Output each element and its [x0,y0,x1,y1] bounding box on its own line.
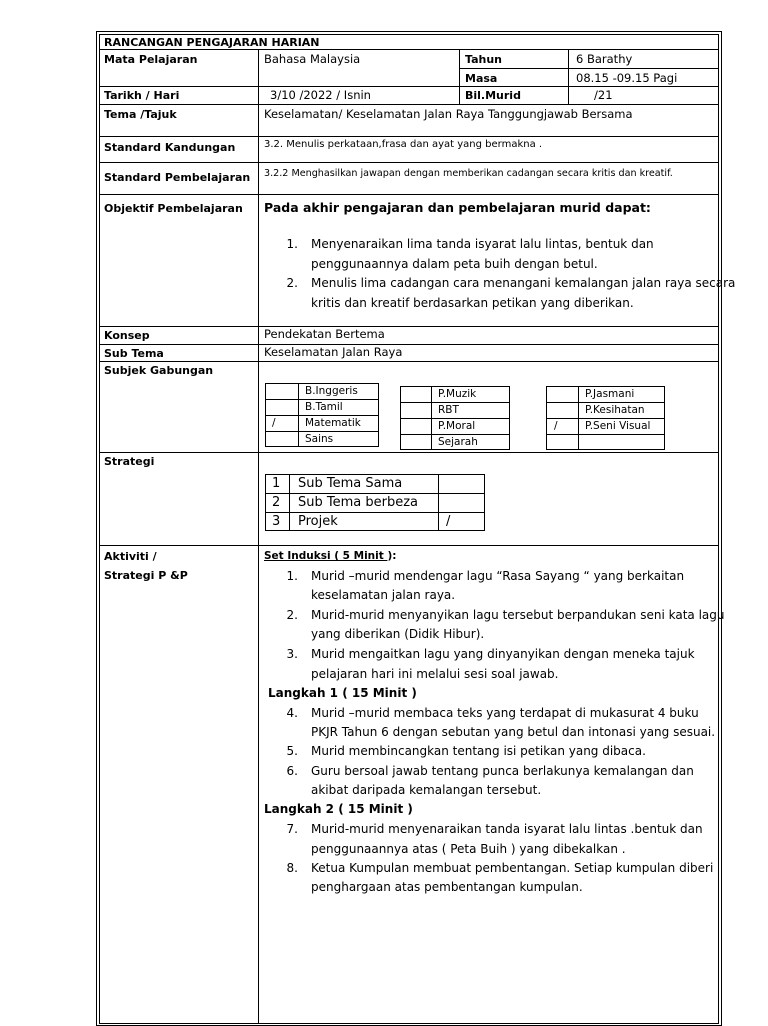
activity-line: akibat daripada kemalangan tersebut. [311,783,542,797]
subjek-name: Matematik [305,417,361,429]
activity-line: Murid-murid menyanyikan lagu tersebut berpandukan seni kata lagu [311,608,725,622]
row-line [99,344,719,345]
masa-value: 08.15 -09.15 Pagi [576,71,678,85]
activity-line: yang diberikan (Didik Hibur). [311,627,485,641]
subjek-name: P.Moral [438,420,476,432]
row-line [99,194,719,195]
activity-num: 3. [286,647,298,661]
tahun-label: Tahun [465,53,503,66]
sub-tema-label: Sub Tema [104,347,164,360]
document-title: RANCANGAN PENGAJARAN HARIAN [104,36,320,49]
tahun-value: 6 Barathy [576,52,633,66]
activity-num: 8. [286,861,298,875]
objektif-line: kritis dan kreatif berdasarkan petikan yang diberikan. [311,296,634,310]
objektif-line: penggunaannya dalam peta buih dengan betul. [311,257,598,271]
activity-num: 5. [286,744,298,758]
activity-line: pelajaran hari ini melalui sesi soal jawab. [311,667,559,681]
konsep-label: Konsep [104,329,150,342]
set-induksi-title: Set Induksi ( 5 Minit [264,550,388,562]
activity-line: keselamatan jalan raya. [311,588,456,602]
activity-num: 6. [286,764,298,778]
row-line [99,49,719,50]
activity-line: PKJR Tahun 6 dengan sebutan yang betul dan intonasi yang sesuai. [311,725,716,739]
strategi-name: Projek [298,514,338,529]
activity-line: penggunaannya atas ( Peta Buih ) yang dibekalkan . [311,842,626,856]
objektif-line: Menyenaraikan lima tanda isyarat lalu lintas, bentuk dan [311,237,654,251]
row-line [99,452,719,453]
tema-label: Tema /Tajuk [104,108,177,121]
strategi-name: Sub Tema Sama [298,476,403,491]
strategi-num: 1 [272,476,281,491]
row-line [99,361,719,362]
strategi-num: 2 [272,495,281,510]
label-column-divider [258,49,259,1024]
activity-line: Guru bersoal jawab tentang punca berlakunya kemalangan dan [311,764,694,778]
standard-kandungan-label: Standard Kandungan [104,141,236,154]
tarikh-value: 3/10 /2022 / Isnin [270,88,371,102]
row-line [459,68,719,69]
strategi-mark: / [446,514,451,529]
activity-line: Murid-murid menyenaraikan tanda isyarat lalu lintas .bentuk dan [311,822,703,836]
row-line [99,545,719,546]
activity-line: Ketua Kumpulan membuat pembentangan. Setiap kumpulan diberi [311,861,714,875]
subjek-name: B.Inggeris [305,385,358,397]
strategi-label: Strategi [104,455,155,468]
objektif-line: Menulis lima cadangan cara menangani kemalangan jalan raya secara [311,276,736,290]
standard-pembelajaran-label: Standard Pembelajaran [104,171,251,184]
activity-line: Murid –murid mendengar lagu “Rasa Sayang “ yang berkaitan [311,569,685,583]
bil-murid-label: Bil.Murid [465,89,521,102]
subjek-name: P.Muzik [438,388,477,400]
column-divider [459,49,460,104]
subjek-mark: / [554,420,558,432]
activity-num: 1. [286,569,298,583]
row-line [99,104,719,105]
standard-pembelajaran-value: 3.2.2 Menghasilkan jawapan dengan memberikan cadangan secara kritis dan kreatif. [264,168,673,179]
objektif-num: 2. [286,276,298,290]
set-induksi-tail: ): [387,550,397,562]
subjek-gabungan-label: Subjek Gabungan [104,364,214,377]
bil-murid-value: /21 [594,88,613,102]
aktiviti-label: Aktiviti / [104,550,157,563]
mata-pelajaran-label: Mata Pelajaran [104,53,198,66]
subjek-name: Sains [305,433,334,445]
activity-num: 4. [286,706,298,720]
row-line [99,136,719,137]
strategi-name: Sub Tema berbeza [298,495,419,510]
mata-pelajaran-value: Bahasa Malaysia [264,52,361,66]
masa-label: Masa [465,72,498,85]
objektif-num: 1. [286,237,298,251]
tema-value: Keselamatan/ Keselamatan Jalan Raya Tanggungjawab Bersama [264,107,633,121]
langkah-2-heading: Langkah 2 ( 15 Minit ) [264,802,413,816]
subjek-mark: / [272,417,276,429]
activity-line: Murid –murid membaca teks yang terdapat di mukasurat 4 buku [311,706,699,720]
subjek-name: P.Seni Visual [585,420,651,432]
activity-num: 7. [286,822,298,836]
row-line [99,86,719,87]
subjek-name: Sejarah [438,436,478,448]
subjek-name: P.Jasmani [585,388,635,400]
activity-line: Murid membincangkan tentang isi petikan yang dibaca. [311,744,646,758]
set-induksi-heading [264,551,396,562]
subjek-name: P.Kesihatan [585,404,645,416]
strategi-pp-label: Strategi P &P [104,569,188,582]
tarikh-label: Tarikh / Hari [104,89,180,102]
objektif-label: Objektif Pembelajaran [104,202,243,215]
konsep-value: Pendekatan Bertema [264,327,385,341]
standard-kandungan-value: 3.2. Menulis perkataan,frasa dan ayat yang bermakna . [264,139,543,150]
sub-tema-value: Keselamatan Jalan Raya [264,345,403,359]
langkah-1-heading: Langkah 1 ( 15 Minit ) [268,686,417,700]
activity-num: 2. [286,608,298,622]
activity-line: penghargaan atas pembentangan kumpulan. [311,880,583,894]
activity-line: Murid mengaitkan lagu yang dinyanyikan dengan meneka tajuk [311,647,695,661]
subjek-name: RBT [438,404,459,416]
row-line [99,162,719,163]
subjek-name: B.Tamil [305,401,343,413]
row-line [99,326,719,327]
objektif-intro: Pada akhir pengajaran dan pembelajaran murid dapat: [264,200,651,215]
strategi-num: 3 [272,514,281,529]
column-divider [568,49,569,104]
